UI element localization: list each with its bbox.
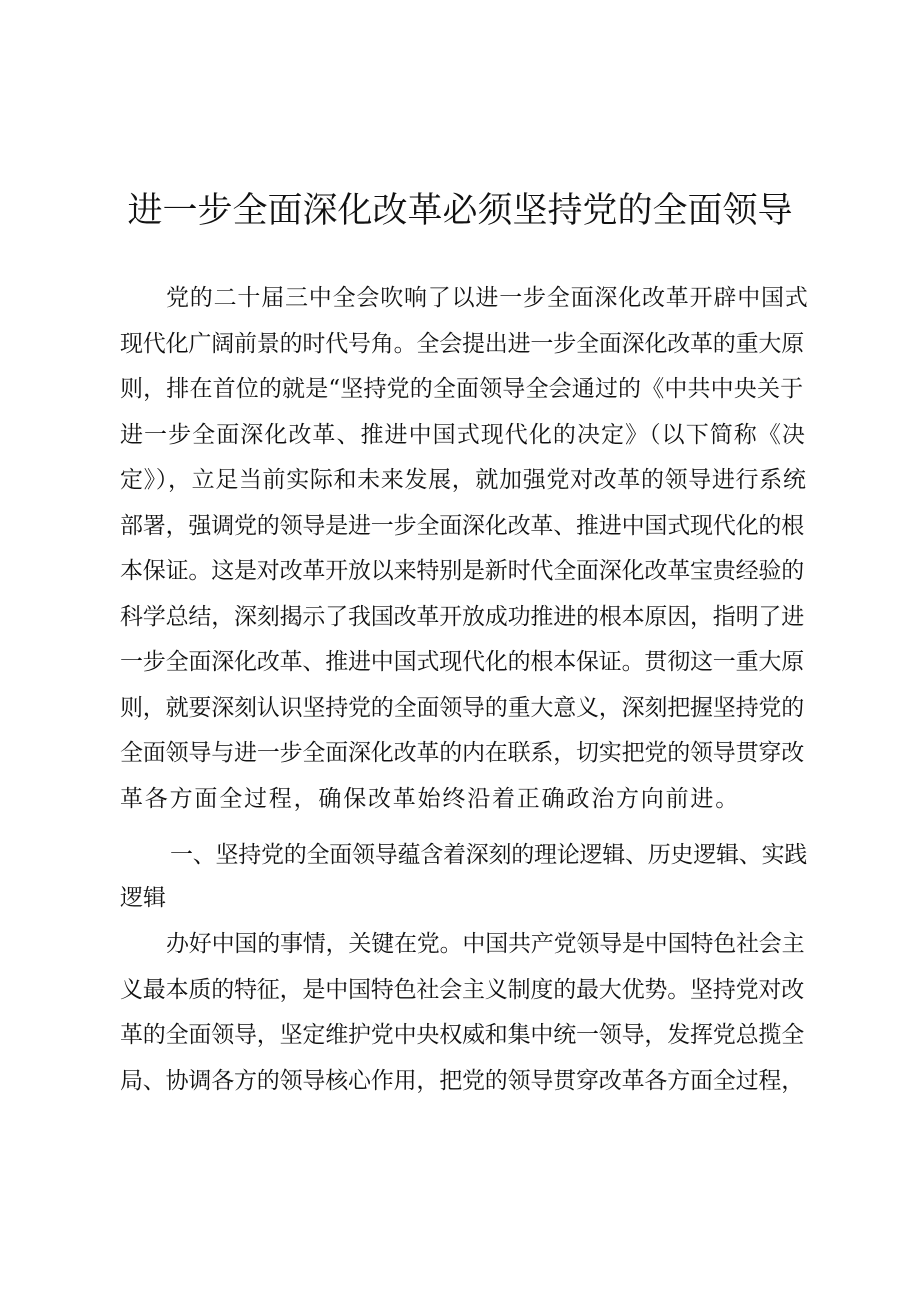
paragraph-line: 现代化广阔前景的时代号角。全会提出进一步全面深化改革的重大原 — [120, 330, 805, 357]
paragraph-line: 革的全面领导，坚定维护党中央权威和集中统一领导，发挥党总揽全 — [120, 1022, 805, 1048]
paragraph-line: 义最本质的特征，是中国特色社会主义制度的最大优势。坚持党对改 — [120, 976, 805, 1003]
paragraph-line: 一步全面深化改革、推进中国式现代化的根本保证。贯彻这一重大原 — [120, 649, 805, 675]
paragraph-1 — [120, 276, 810, 822]
paragraph-line: 党的二十届三中全会吹响了以进一步全面深化改革开辟中国式 — [166, 285, 809, 311]
paragraph-line: 定》），立足当前实际和未来发展，就加强党对改革的领导进行系统 — [120, 467, 807, 493]
paragraph-line: 全面领导与进一步全面深化改革的内在联系，切实把党的领导贯穿改 — [120, 740, 805, 766]
heading-line: 逻辑 — [120, 885, 166, 911]
paragraph-line: 办好中国的事情，关键在党。中国共产党领导是中国特色社会主 — [166, 931, 805, 957]
paragraph-line: 革各方面全过程，确保改革始终沿着正确政治方向前进。 — [120, 785, 740, 812]
paragraph-line: 部署，强调党的领导是进一步全面深化改革、推进中国式现代化的根 — [120, 512, 805, 539]
paragraph-line: 科学总结，深刻揭示了我国改革开放成功推进的根本原因，指明了进 — [120, 603, 805, 630]
paragraph-line: 本保证。这是对改革开放以来特别是新时代全面深化改革宝贵经验的 — [120, 558, 805, 584]
document-title: 进一步全面深化改革必须坚持党的全面领导 — [127, 191, 793, 231]
section-heading-1 — [120, 834, 810, 920]
heading-line: 一、坚持党的全面领导蕴含着深刻的理论逻辑、历史逻辑、实践 — [170, 842, 807, 868]
paragraph-2 — [120, 922, 810, 1104]
paragraph-line: 局、协调各方的领导核心作用，把党的领导贯穿改革各方面全过程， — [120, 1067, 805, 1094]
paragraph-line: 进一步全面深化改革、推进中国式现代化的决定》（以下简称《决 — [120, 421, 806, 448]
paragraph-line: 则，排在首位的就是“坚持党的全面领导全会通过的《中共中央关于 — [120, 376, 804, 402]
paragraph-line: 则，就要深刻认识坚持党的全面领导的重大意义，深刻把握坚持党的 — [120, 694, 805, 721]
